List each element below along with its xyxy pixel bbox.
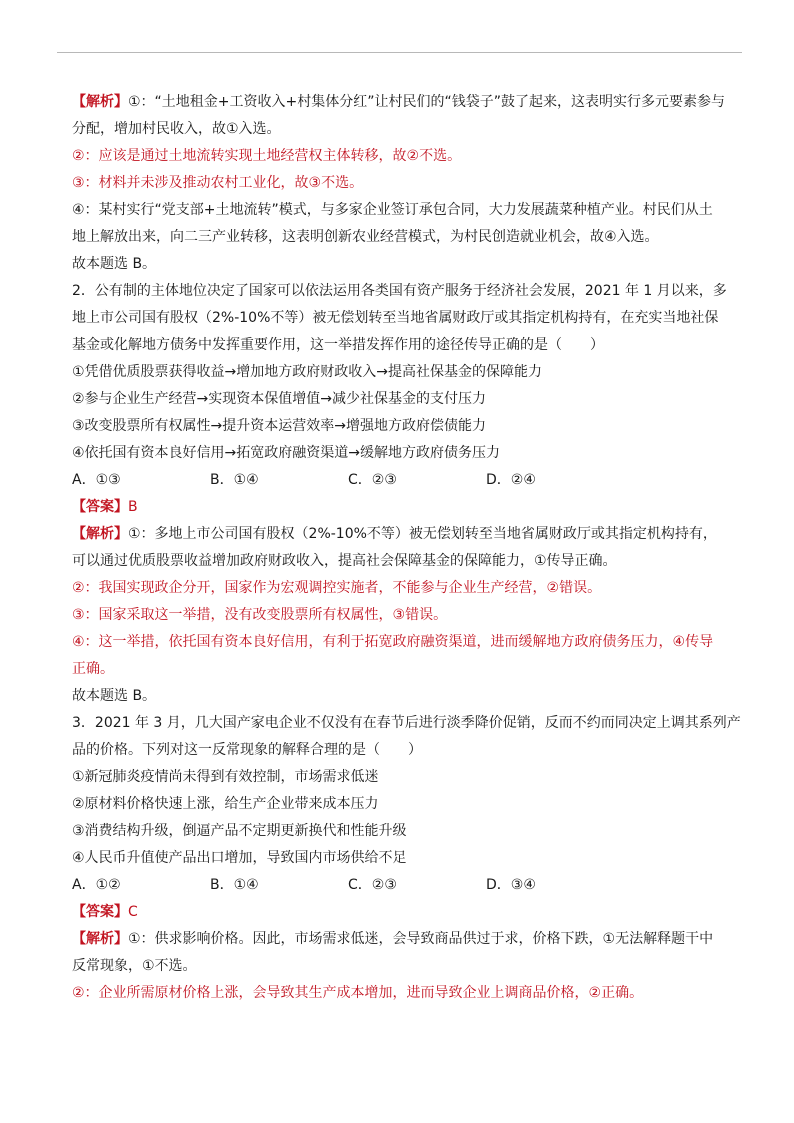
q2-item-4: ④依托国有资本良好信用→拓宽政府融资渠道→缓解地方政府债务压力 (72, 445, 501, 461)
q3-option-a: A．①② (72, 877, 121, 893)
q2-stem-line-3: 基金或化解地方债务中发挥重要作用，这一举措发挥作用的途径传导正确的是（ ） (72, 337, 604, 353)
q3-analysis-line-1: 【解析】①：供求影响价格。因此，市场需求低迷，会导致商品供过于求，价格下跌，①无法解释题干中 (72, 931, 714, 947)
q2-analysis-line-2: 可以通过优质股票收益增加政府财政收入，提高社会保障基金的保障能力，①传导正确。 (72, 553, 617, 569)
q3-item-1: ①新冠肺炎疫情尚未得到有效控制，市场需求低迷 (72, 769, 379, 785)
q3-answer (72, 899, 724, 926)
q1-analysis-item-4-line-1: ④：某村实行“党支部+土地流转”模式，与多家企业签订承包合同，大力发展蔬菜种植产业。村民们从土 (72, 202, 713, 218)
q2-option-b: B．①④ (210, 472, 259, 488)
q2-analysis-item-4-line-1: ④：这一举措，依托国有资本良好信用，有利于拓宽政府融资渠道，进而缓解地方政府债务压力，④传导 (72, 634, 714, 650)
q1-analysis-line-1: 【解析】①：“土地租金+工资收入+村集体分红”让村民们的“钱袋子”鼓了起来，这表明实行多元要素参与 (72, 94, 726, 110)
q3-item-3: ③消费结构升级，倒逼产品不定期更新换代和性能升级 (72, 823, 407, 839)
q3-answer-value: C (128, 904, 138, 920)
q2-analysis-item-3: ③：国家采取这一举措，没有改变股票所有权属性，③错误。 (72, 607, 448, 623)
header-rule (57, 52, 742, 53)
q2-stem-line-2: 地上市公司国有股权（2%-10%不等）被无偿划转至当地省属财政厅或其指定机构持有，在充实当地社保 (72, 310, 719, 326)
q2-answer (72, 494, 724, 521)
q2-analysis-line-1: 【解析】①：多地上市公司国有股权（2%-10%不等）被无偿划转至当地省属财政厅或其指定机构持有， (72, 526, 717, 542)
document-content (72, 89, 741, 1007)
analysis-tag: 【解析】 (72, 94, 128, 110)
q3-option-d: D．③④ (486, 877, 536, 893)
q2-item-1: ①凭借优质股票获得收益→增加地方政府财政收入→提高社保基金的保障能力 (72, 364, 543, 380)
q3-item-2: ②原材料价格快速上涨，给生产企业带来成本压力 (72, 796, 379, 812)
q3-option-b: B．①④ (210, 877, 259, 893)
q3-options (72, 872, 724, 899)
q2-analysis-item-4-line-2: 正确。 (72, 661, 114, 677)
q1-analysis-item-4-line-2: 地上解放出来，向二三产业转移，这表明创新农业经营模式，为村民创造就业机会，故④入选。 (72, 229, 659, 245)
answer-tag: 【答案】 (72, 904, 128, 920)
q2-option-a: A．①③ (72, 472, 121, 488)
q2-conclusion: 故本题选 B。 (72, 688, 157, 704)
q2-option-d: D．②④ (486, 472, 536, 488)
q3-stem-line-2: 品的价格。下列对这一反常现象的解释合理的是（ ） (72, 742, 422, 758)
q2-answer-value: B (128, 499, 138, 515)
q1-analysis-line-2: 分配，增加村民收入，故①入选。 (72, 121, 281, 137)
q2-option-c: C．②③ (348, 472, 397, 488)
q2-options (72, 467, 724, 494)
answer-tag: 【答案】 (72, 499, 128, 515)
q2-item-3: ③改变股票所有权属性→提升资本运营效率→增强地方政府偿债能力 (72, 418, 487, 434)
q3-option-c: C．②③ (348, 877, 397, 893)
q2-stem-line-1: 2．公有制的主体地位决定了国家可以依法运用各类国有资产服务于经济社会发展，2021 年 1 月以来，多 (72, 283, 727, 299)
q3-item-4: ④人民币升值使产品出口增加，导致国内市场供给不足 (72, 850, 407, 866)
q1-analysis-item-2: ②：应该是通过土地流转实现土地经营权主体转移，故②不选。 (72, 148, 462, 164)
q2-analysis-item-2: ②：我国实现政企分开，国家作为宏观调控实施者，不能参与企业生产经营，②错误。 (72, 580, 602, 596)
q3-stem-line-1: 3．2021 年 3 月，几大国产家电企业不仅没有在春节后进行淡季降价促销，反而不约而同决定上调其系列产 (72, 715, 741, 731)
q2-item-2: ②参与企业生产经营→实现资本保值增值→减少社保基金的支付压力 (72, 391, 487, 407)
analysis-tag: 【解析】 (72, 526, 128, 542)
analysis-tag: 【解析】 (72, 931, 128, 947)
q1-analysis-item-3: ③：材料并未涉及推动农村工业化，故③不选。 (72, 175, 364, 191)
q3-analysis-item-2: ②：企业所需原材价格上涨，会导致其生产成本增加，进而导致企业上调商品价格，②正确。 (72, 985, 644, 1001)
q1-conclusion: 故本题选 B。 (72, 256, 157, 272)
q3-analysis-line-2: 反常现象，①不选。 (72, 958, 197, 974)
